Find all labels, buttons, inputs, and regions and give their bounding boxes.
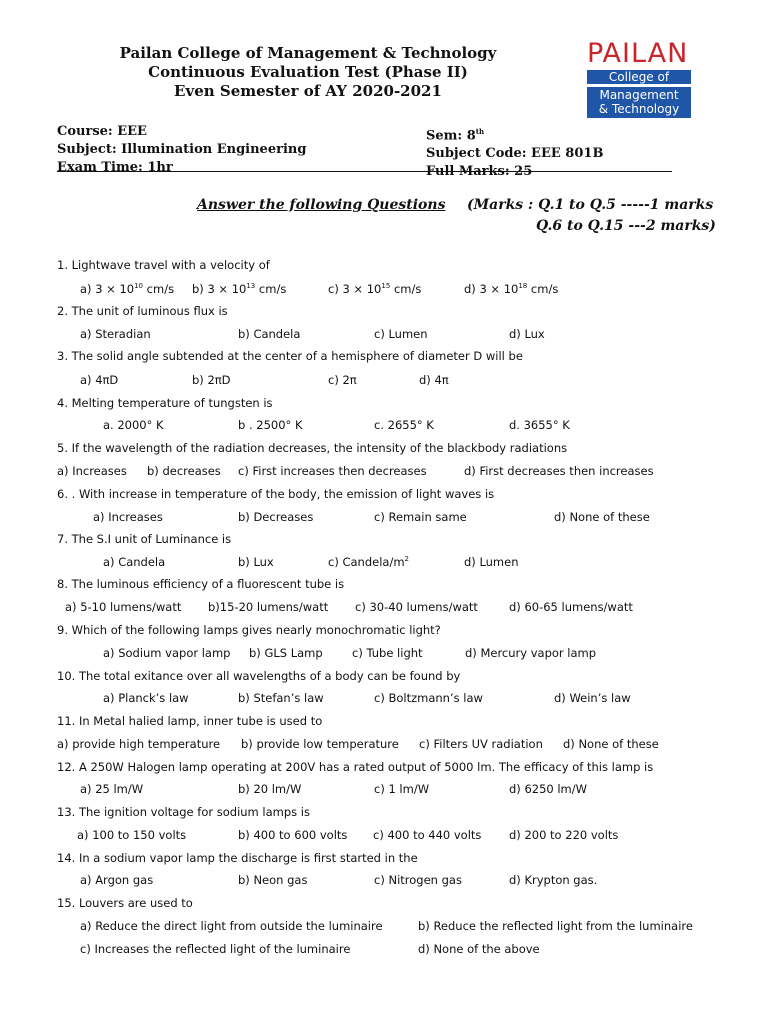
college-logo: [573, 38, 695, 118]
logo-line-2: Management: [599, 88, 679, 102]
question-3-option-c: c) 2π: [328, 373, 357, 387]
question-12: 12. A 250W Halogen lamp operating at 200V has a rated output of 5000 lm. The efficacy of this lamp is: [57, 760, 654, 774]
marks-scheme-1: (Marks : Q.1 to Q.5 -----1 marks: [467, 197, 714, 213]
question-8-option-c: c) 30-40 lumens/watt: [355, 600, 478, 614]
question-6-option-d: d) None of these: [554, 510, 650, 524]
logo-line-2-3: [587, 87, 691, 118]
question-9-option-b: b) GLS Lamp: [249, 646, 323, 660]
question-11: 11. In Metal halied lamp, inner tube is used to: [57, 714, 323, 728]
question-10-option-a: a) Planck’s law: [103, 691, 189, 705]
question-14-option-c: c) Nitrogen gas: [374, 873, 462, 887]
question-2-option-a: a) Steradian: [80, 327, 151, 341]
question-10-option-d: d) Wein’s law: [554, 691, 631, 705]
question-13-option-b: b) 400 to 600 volts: [238, 828, 348, 842]
question-9-option-c: c) Tube light: [352, 646, 423, 660]
question-2: 2. The unit of luminous flux is: [57, 304, 228, 318]
question-4-option-d: d. 3655° K: [509, 418, 570, 432]
question-1-option-b: b) $3 \times 10^{13}$ cm/s: [192, 282, 287, 296]
exam-header: [0, 44, 616, 101]
question-13-option-a: a) 100 to 150 volts: [77, 828, 187, 842]
subject-code: Subject Code: EEE 801B: [426, 146, 604, 162]
question-14-option-d: d) Krypton gas.: [509, 873, 598, 887]
question-4-option-b: b . 2500° K: [238, 418, 303, 432]
question-10: 10. The total exitance over all wavelengths of a body can be found by: [57, 669, 461, 683]
question-15-option-b: b) Reduce the reflected light from the luminaire: [418, 919, 693, 933]
question-4-option-c: c. 2655° K: [374, 418, 434, 432]
question-13: 13. The ignition voltage for sodium lamps is: [57, 805, 310, 819]
question-5: 5. If the wavelength of the radiation decreases, the intensity of the blackbody radiations: [57, 441, 568, 455]
question-6-option-c: c) Remain same: [374, 510, 467, 524]
full-marks: Full Marks: 25: [426, 164, 533, 180]
question-11-option-a: a) provide high temperature: [57, 737, 221, 751]
question-2-option-d: d) Lux: [509, 327, 545, 341]
question-8-option-d: d) 60-65 lumens/watt: [509, 600, 633, 614]
question-6-option-a: a) Increases: [93, 510, 163, 524]
logo-line-1: College of: [587, 70, 691, 84]
question-13-option-d: d) 200 to 220 volts: [509, 828, 619, 842]
question-8: 8. The luminous efficiency of a fluorescent tube is: [57, 577, 345, 591]
instructions: Answer the following Questions: [197, 197, 446, 213]
question-6: 6. . With increase in temperature of the body, the emission of light waves is: [57, 487, 495, 501]
question-7-option-c: c) Candela/$m^2$: [328, 555, 409, 569]
question-10-option-c: c) Boltzmann’s law: [374, 691, 483, 705]
question-5-option-a: a) Increases: [57, 464, 127, 478]
logo-line-3: & Technology: [598, 102, 680, 116]
question-1-option-d: d) $3 \times 10^{18}$ cm/s: [464, 282, 559, 296]
question-7-option-a: a) Candela: [103, 555, 166, 569]
question-9: 9. Which of the following lamps gives nearly monochromatic light?: [57, 623, 441, 637]
question-15: 15. Louvers are used to: [57, 896, 193, 910]
question-5-option-d: d) First decreases then increases: [464, 464, 654, 478]
question-11-option-d: d) None of these: [563, 737, 659, 751]
question-6-option-b: b) Decreases: [238, 510, 314, 524]
question-12-option-d: d) 6250 lm/W: [509, 782, 588, 796]
marks-scheme-2: Q.6 to Q.15 ---2 marks): [536, 218, 716, 234]
question-7-option-b: b) Lux: [238, 555, 274, 569]
question-1: 1. Lightwave travel with a velocity of: [57, 258, 270, 272]
divider: [57, 171, 672, 172]
question-10-option-b: b) Stefan’s law: [238, 691, 324, 705]
question-2-option-b: b) Candela: [238, 327, 301, 341]
course-info: [57, 123, 306, 177]
question-5-option-b: b) decreases: [147, 464, 221, 478]
question-15-option-d: d) None of the above: [418, 942, 540, 956]
question-3-option-d: d) 4π: [419, 373, 449, 387]
question-11-option-c: c) Filters UV radiation: [419, 737, 543, 751]
question-11-option-b: b) provide low temperature: [241, 737, 399, 751]
course: Course: EEE: [57, 124, 147, 139]
question-12-option-c: c) 1 lm/W: [374, 782, 430, 796]
question-14: 14. In a sodium vapor lamp the discharge is first started in the: [57, 851, 418, 865]
semester-line: Even Semester of AY 2020-2021: [174, 82, 442, 100]
semester: Sem: 8th: [426, 127, 485, 144]
question-14-option-a: a) Argon gas: [80, 873, 154, 887]
question-4: 4. Melting temperature of tungsten is: [57, 396, 273, 410]
question-1-option-a: a) $3 \times 10^{10}$ cm/s: [80, 282, 175, 296]
exam-time: Exam Time: 1hr: [57, 160, 173, 175]
question-15-option-a: a) Reduce the direct light from outside the luminaire: [80, 919, 383, 933]
question-5-option-c: c) First increases then decreases: [238, 464, 427, 478]
question-12-option-a: a) 25 lm/W: [80, 782, 144, 796]
college-name: Pailan College of Management & Technology: [119, 44, 497, 62]
question-8-option-a: a) 5-10 lumens/watt: [65, 600, 182, 614]
question-4-option-a: a. 2000° K: [103, 418, 164, 432]
question-3: 3. The solid angle subtended at the center of a hemisphere of diameter D will be: [57, 349, 523, 363]
question-9-option-a: a) Sodium vapor lamp: [103, 646, 231, 660]
question-15-option-c: c) Increases the reflected light of the luminaire: [80, 942, 351, 956]
question-13-option-c: c) 400 to 440 volts: [373, 828, 482, 842]
question-2-option-c: c) Lumen: [374, 327, 428, 341]
question-12-option-b: b) 20 lm/W: [238, 782, 302, 796]
question-9-option-d: d) Mercury vapor lamp: [465, 646, 597, 660]
question-1-option-c: c) $3 \times 10^{15}$ cm/s: [328, 282, 422, 296]
question-7-option-d: d) Lumen: [464, 555, 519, 569]
question-14-option-b: b) Neon gas: [238, 873, 308, 887]
logo-wordmark: PAILAN: [587, 38, 689, 69]
question-3-option-b: b) 2πD: [192, 373, 231, 387]
test-name: Continuous Evaluation Test (Phase II): [148, 63, 468, 81]
subject: Subject: Illumination Engineering: [57, 142, 307, 157]
exam-info: [426, 123, 603, 181]
question-7: 7. The S.I unit of Luminance is: [57, 532, 232, 546]
question-3-option-a: a) 4πD: [80, 373, 119, 387]
question-8-option-b: b)15-20 lumens/watt: [208, 600, 329, 614]
